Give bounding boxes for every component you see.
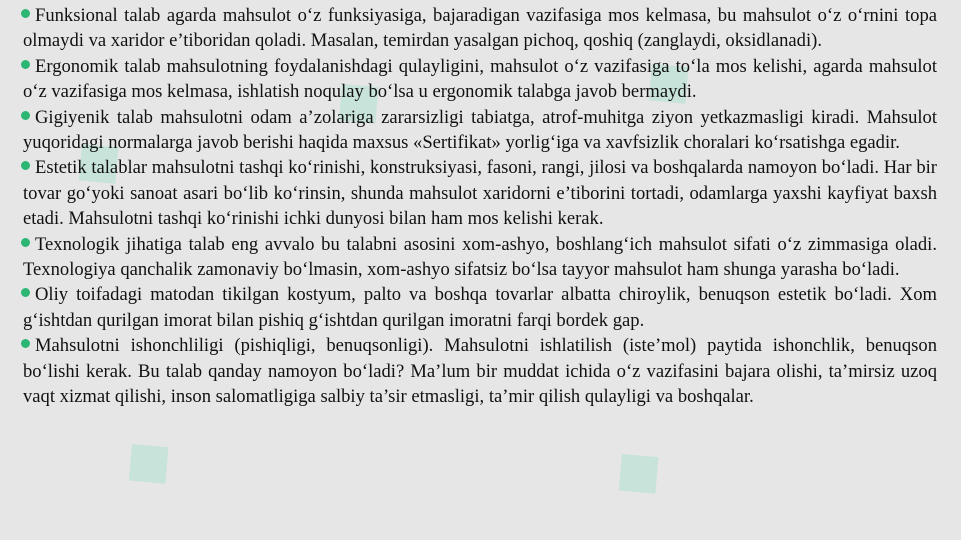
paragraph-text: Estetik talablar mahsulotni tashqi ko‘rinishi, konstruksiyasi, fasoni, rangi, jilosi va boshqalarda namoyon bo‘ladi. Har bir tovar go‘yoki sanoat asari bo‘lib ko‘rinsin, shunda mahsulot xaridorni e’tiborini tortadi, odamlarga yaxshi kayfiyat baxsh etadi. Mahsulotni tashqi ko‘rinishi ichki dunyosi bilan ham mos kelishi kerak. — [23, 157, 937, 230]
paragraph-hygienic — [23, 105, 937, 156]
watermark-shape: ◆ — [593, 421, 684, 514]
bullet-icon — [21, 238, 30, 247]
paragraph-text: Gigiyenik talab mahsulotni odam a’zolariga zararsizligi tabiatga, atrof-muhitga ziyon yetkazmasligi kiradi. Mahsulot yuqoridagi normalarga javob berishi haqida maxsus «Sertifikat» yorlig‘iga va xavfsizlik choralari ko‘rsatishga egadir. — [23, 106, 937, 154]
bullet-icon — [21, 288, 30, 297]
paragraph-text: Oliy toifadagi matodan tikilgan kostyum, palto va boshqa tovarlar albatta chiroylik, benuqson estetik bo‘ladi. Xom g‘ishtdan qurilgan imorat bilan pishiq g‘ishtdan qurilgan imoratni farqi bordek gap. — [23, 284, 937, 331]
paragraph-technological — [23, 232, 937, 283]
paragraph-text: Ergonomik talab mahsulotning foydalanishdagi qulayligini, mahsulot o‘z vazifasiga to‘la mos kelishi, agarda mahsulot o‘z vazifasiga mos kelmasa, ishlatish noqulay bo‘lsa u ergonomik talabga javob bermaydi. — [23, 55, 937, 103]
bullet-icon — [21, 9, 30, 18]
watermark-shape: ◆ — [103, 411, 194, 504]
paragraph-aesthetic — [23, 155, 937, 231]
paragraph-high-grade — [23, 282, 937, 333]
paragraph-text: Texnologik jihatiga talab eng avvalo bu talabni asosini xom-ashyo, boshlang‘ich mahsulot sifati o‘z zimmasiga oladi. Texnologiya qanchalik zamonaviy bo‘lmasin, xom-ashyo sifatsiz bo‘lsa tayyor mahsulot ham shunga yarasha bo‘ladi. — [23, 233, 937, 281]
watermark-shape: ◆ — [313, 51, 404, 144]
watermark-shape: ◆ — [623, 31, 714, 124]
paragraph-text: Mahsulotni ishonchliligi (pishiqligi, benuqsonligi). Mahsulotni ishlatilish (iste’mol) paytida ishonchlik, benuqson bo‘lishi kerak. Bu talab qanday namoyon bo‘ladi? Ma’lum bir muddat ichida o‘z vazifasini bajara olishi, ta’mirsiz uzoq vaqt xizmat qilishi, inson salomatligiga salbiy ta’sir etmasligi, ta’mir qilish qulayligi va boshqalar. — [23, 335, 937, 408]
paragraph-ergonomic — [23, 54, 937, 105]
paragraph-reliability — [23, 333, 937, 409]
bullet-icon — [21, 111, 30, 120]
paragraph-text: Funksional talab agarda mahsulot o‘z funksiyasiga, bajaradigan vazifasiga mos kelmasa, bu mahsulot o‘z o‘rnini topa olmaydi va xaridor e’tiboridan qoladi. Masalan, temirdan yasalgan pichoq, qoshiq (zanglaydi, oksidlanadi). — [23, 5, 937, 52]
paragraph-functional — [23, 3, 937, 54]
bullet-icon — [21, 60, 30, 69]
bullet-icon — [21, 339, 30, 348]
slide-body — [23, 3, 937, 410]
bullet-icon — [21, 161, 30, 170]
watermark-shape: ◆ — [53, 111, 144, 204]
